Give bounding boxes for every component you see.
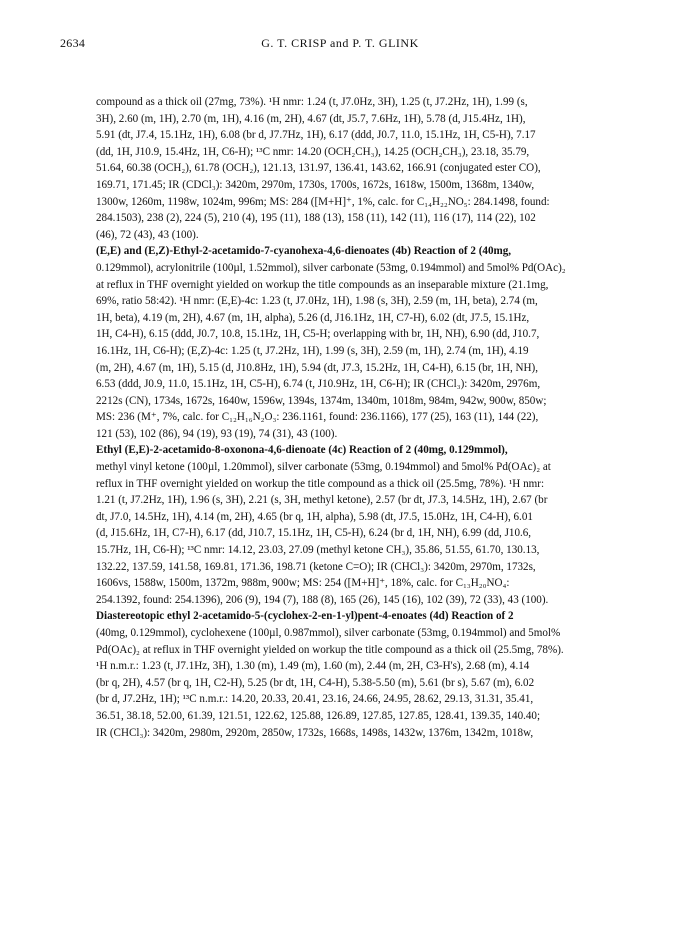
text-line: dt, J7.0, 14.5Hz, 1H), 4.14 (m, 2H), 4.65 (br q, 1H, alpha), 5.98 (dt, J7.5, 15.0Hz, 1H, C4-H), 6.01: [96, 510, 533, 523]
text-line: 284.1503), 238 (2), 224 (5), 210 (4), 195 (11), 188 (13), 158 (11), 142 (11), 116 (17), 114 (22), 102: [96, 212, 536, 225]
text-line: 1H, C4-H), 6.15 (ddd, J0.7, 10.8, 15.1Hz, 1H, C5-H; overlapping with br, 1H, NH), 6.90 (dd, J10.7,: [96, 328, 540, 341]
text-line: (br q, 2H), 4.57 (br q, 1H, C2-H), 5.25 (br dt, 1H, C4-H), 5.38-5.50 (m), 5.61 (br s), 5.67 (m), 6.02: [96, 676, 535, 689]
text-line: 1300w, 1260m, 1198w, 1024m, 996m; MS: 284 ([M+H]⁺, 1%, calc. for C₁₄H₂₂NO₅: 284.1498, found:: [96, 195, 550, 208]
text-line: IR (CHCl₃): 3420m, 2980m, 2920m, 2850w, 1732s, 1668s, 1498s, 1432w, 1376m, 1342m, 1018w,: [96, 726, 534, 739]
text-line: 5.91 (dt, J7.4, 15.1Hz, 1H), 6.08 (br d, J7.7Hz, 1H), 6.17 (ddd, J0.7, 11.0, 15.1Hz, 1H, C5-H), 7.17: [96, 129, 536, 142]
compound-heading-4c: Ethyl (E,E)-2-acetamido-8-oxonona-4,6-dienoate (4c) Reaction of 2 (40mg, 0.129mmol),: [96, 444, 508, 457]
text-line: 132.22, 137.59, 141.58, 169.81, 171.36, 198.71 (ketone C=O); IR (CHCl₃): 3420m, 2970m, 1732s,: [96, 560, 536, 573]
text-line: MS: 236 (M⁺, 7%, calc. for C₁₂H₁₆N₂O₃: 236.1161, found: 236.1166), 177 (25), 163 (11), 144 (22),: [96, 411, 539, 424]
text-line: reflux in THF overnight yielded on workup the title compound as a thick oil (25.5mg, 78%). ¹H nmr:: [96, 477, 545, 490]
text-line: (46), 72 (43), 43 (100).: [96, 228, 199, 241]
experimental-text: [96, 94, 610, 741]
text-line: ¹H n.m.r.: 1.23 (t, J7.1Hz, 3H), 1.30 (m), 1.49 (m), 1.60 (m), 2.44 (m, 2H, C3-H's), 2.68 (m), 4.14: [96, 660, 530, 673]
text-line: 1606vs, 1588w, 1500m, 1372m, 988m, 900w; MS: 254 ([M+H]⁺, 18%, calc. for C₁₃H₂₀NO₄:: [96, 577, 510, 590]
text-line: 6.53 (ddd, J0.9, 11.0, 15.1Hz, 1H, C5-H), 6.74 (t, J10.9Hz, 1H, C6-H); IR (CHCl₃): 3420m, 2976m,: [96, 378, 541, 391]
compound-heading-4d: Diastereotopic ethyl 2-acetamido-5-(cyclohex-2-en-1-yl)pent-4-enoates (4d) Reaction of 2: [96, 610, 514, 623]
page-number: 2634: [60, 36, 86, 50]
compound-heading-4b: (E,E) and (E,Z)-Ethyl-2-acetamido-7-cyanohexa-4,6-dienoates (4b) Reaction of 2 (40mg,: [96, 245, 512, 258]
text-line: methyl vinyl ketone (100µl, 1.20mmol), silver carbonate (53mg, 0.194mmol) and 5mol% Pd(OAc)₂ at: [96, 461, 551, 474]
text-line: 69%, ratio 58:42). ¹H nmr: (E,E)-4c: 1.23 (t, J7.0Hz, 1H), 1.98 (s, 3H), 2.59 (m, 1H, beta), 2.74 (m,: [96, 295, 538, 308]
text-line: 1H, beta), 4.19 (m, 2H), 4.67 (m, 1H, alpha), 5.26 (d, J16.1Hz, 1H, C7-H), 6.02 (dt, J7.5, 15.1Hz,: [96, 311, 530, 324]
text-line: 2212s (CN), 1734s, 1672s, 1640w, 1596w, 1394s, 1374m, 1340m, 1018m, 984m, 942w, 900w, 850w;: [96, 394, 547, 407]
text-line: (d, J15.6Hz, 1H, C7-H), 6.17 (dd, J10.7, 15.1Hz, 1H, C5-H), 6.24 (br d, 1H, NH), 6.99 (dd, J10.6,: [96, 527, 532, 540]
text-line: compound as a thick oil (27mg, 73%). ¹H nmr: 1.24 (t, J7.0Hz, 3H), 1.25 (t, J7.2Hz, 1H), 1.99 (s,: [96, 96, 528, 108]
running-head: G. T. CRISP and P. T. GLINK: [261, 36, 419, 50]
text-line: (40mg, 0.129mmol), cyclohexene (100µl, 0.987mmol), silver carbonate (53mg, 0.194mmol) and 5mol%: [96, 627, 561, 639]
text-line: 1.21 (t, J7.2Hz, 1H), 1.96 (s, 3H), 2.21 (s, 3H, methyl ketone), 2.57 (br dt, J7.3, 14.5Hz, 1H), 2.67 (br: [96, 494, 548, 507]
text-line: 254.1392, found: 254.1396), 206 (9), 194 (7), 188 (8), 165 (26), 145 (16), 102 (39), 72 (33), 43 (100).: [96, 593, 549, 606]
text-line: Pd(OAc)₂ at reflux in THF overnight yielded on workup the title compound as a thick oil (25.5mg, 78%).: [96, 643, 564, 656]
text-line: 3H), 2.60 (m, 1H), 2.70 (m, 1H), 4.16 (m, 2H), 4.67 (dt, J5.7, 7.6Hz, 1H), 5.78 (d, J15.4Hz, 1H),: [96, 112, 526, 125]
text-line: (br d, J7.2Hz, 1H); ¹³C n.m.r.: 14.20, 20.33, 20.41, 23.16, 24.66, 24.95, 28.62, 29.13, 31.31, 35.41,: [96, 693, 534, 706]
text-line: (dd, 1H, J10.9, 15.4Hz, 1H, C6-H); ¹³C nmr: 14.20 (OCH₂CH₃), 14.25 (OCH₂CH₃), 23.18, 35.79,: [96, 145, 530, 158]
text-line: (m, 2H), 4.67 (m, 1H), 5.15 (d, J10.8Hz, 1H), 5.94 (dt, J7.3, 15.2Hz, 1H, C4-H), 6.15 (br, 1H, NH),: [96, 361, 539, 374]
text-line: 0.129mmol), acrylonitrile (100µl, 1.52mmol), silver carbonate (53mg, 0.194mmol) and 5mol% Pd(OAc)₂: [96, 261, 566, 274]
text-line: 15.7Hz, 1H, C6-H); ¹³C nmr: 14.12, 23.03, 27.09 (methyl ketone CH₃), 35.86, 51.55, 61.70, 130.13,: [96, 544, 540, 557]
text-line: 121 (53), 102 (86), 94 (19), 93 (19), 74 (31), 43 (100).: [96, 427, 338, 440]
text-line: 16.1Hz, 1H, C6-H); (E,Z)-4c: 1.25 (t, J7.2Hz, 1H), 1.99 (s, 3H), 2.59 (m, 1H), 2.74 (m, 1H), 4.19: [96, 344, 529, 357]
text-line: at reflux in THF overnight yielded on workup the title compounds as an inseparable mixture (21.1mg,: [96, 278, 549, 291]
text-line: 51.64, 60.38 (OCH₂), 61.78 (OCH₂), 121.13, 131.97, 136.41, 143.62, 166.91 (conjugated ester CO),: [96, 162, 541, 175]
text-line: 169.71, 171.45; IR (CDCl₃): 3420m, 2970m, 1730s, 1700s, 1672s, 1618w, 1500m, 1368m, 1340w,: [96, 178, 535, 191]
text-line: 36.51, 38.18, 52.00, 61.39, 121.51, 122.62, 125.88, 126.89, 127.85, 127.85, 128.41, 139.35, 140.40;: [96, 709, 541, 722]
